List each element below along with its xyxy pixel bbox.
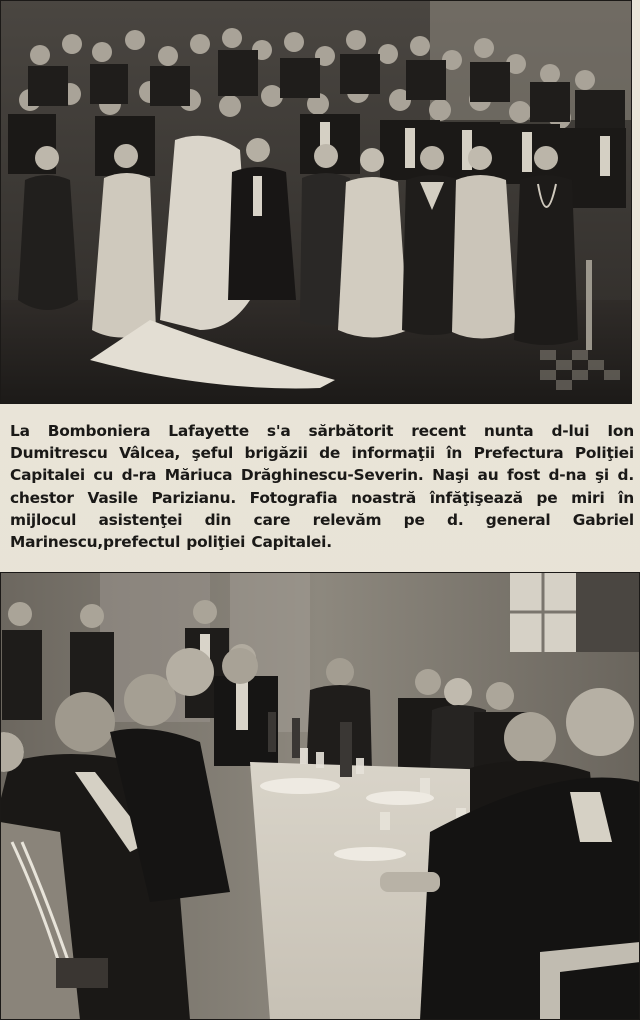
wedding-group-photo	[0, 0, 632, 404]
wedding-group-photo-image	[0, 0, 632, 404]
banquet-table-photo-image	[0, 572, 640, 1020]
photo-caption: La Bomboniera Lafayette s'a sărbătorit recent nunta d-lui Ion Dumitrescu Vâlcea, şeful brigăzii de informaţii în Prefectura Poliţiei Capitalei cu d-ra Măriuca Drăghinescu-Severin. Naşi au fost d-na şi d. chestor Vasile Parizianu. Fotografia noastră înfăţişează pe miri în mijlocul asistenţei din care relevăm pe d. general Gabriel Marinescu,prefectul poliţiei Capitalei.	[10, 422, 634, 552]
banquet-table-photo	[0, 572, 640, 1020]
